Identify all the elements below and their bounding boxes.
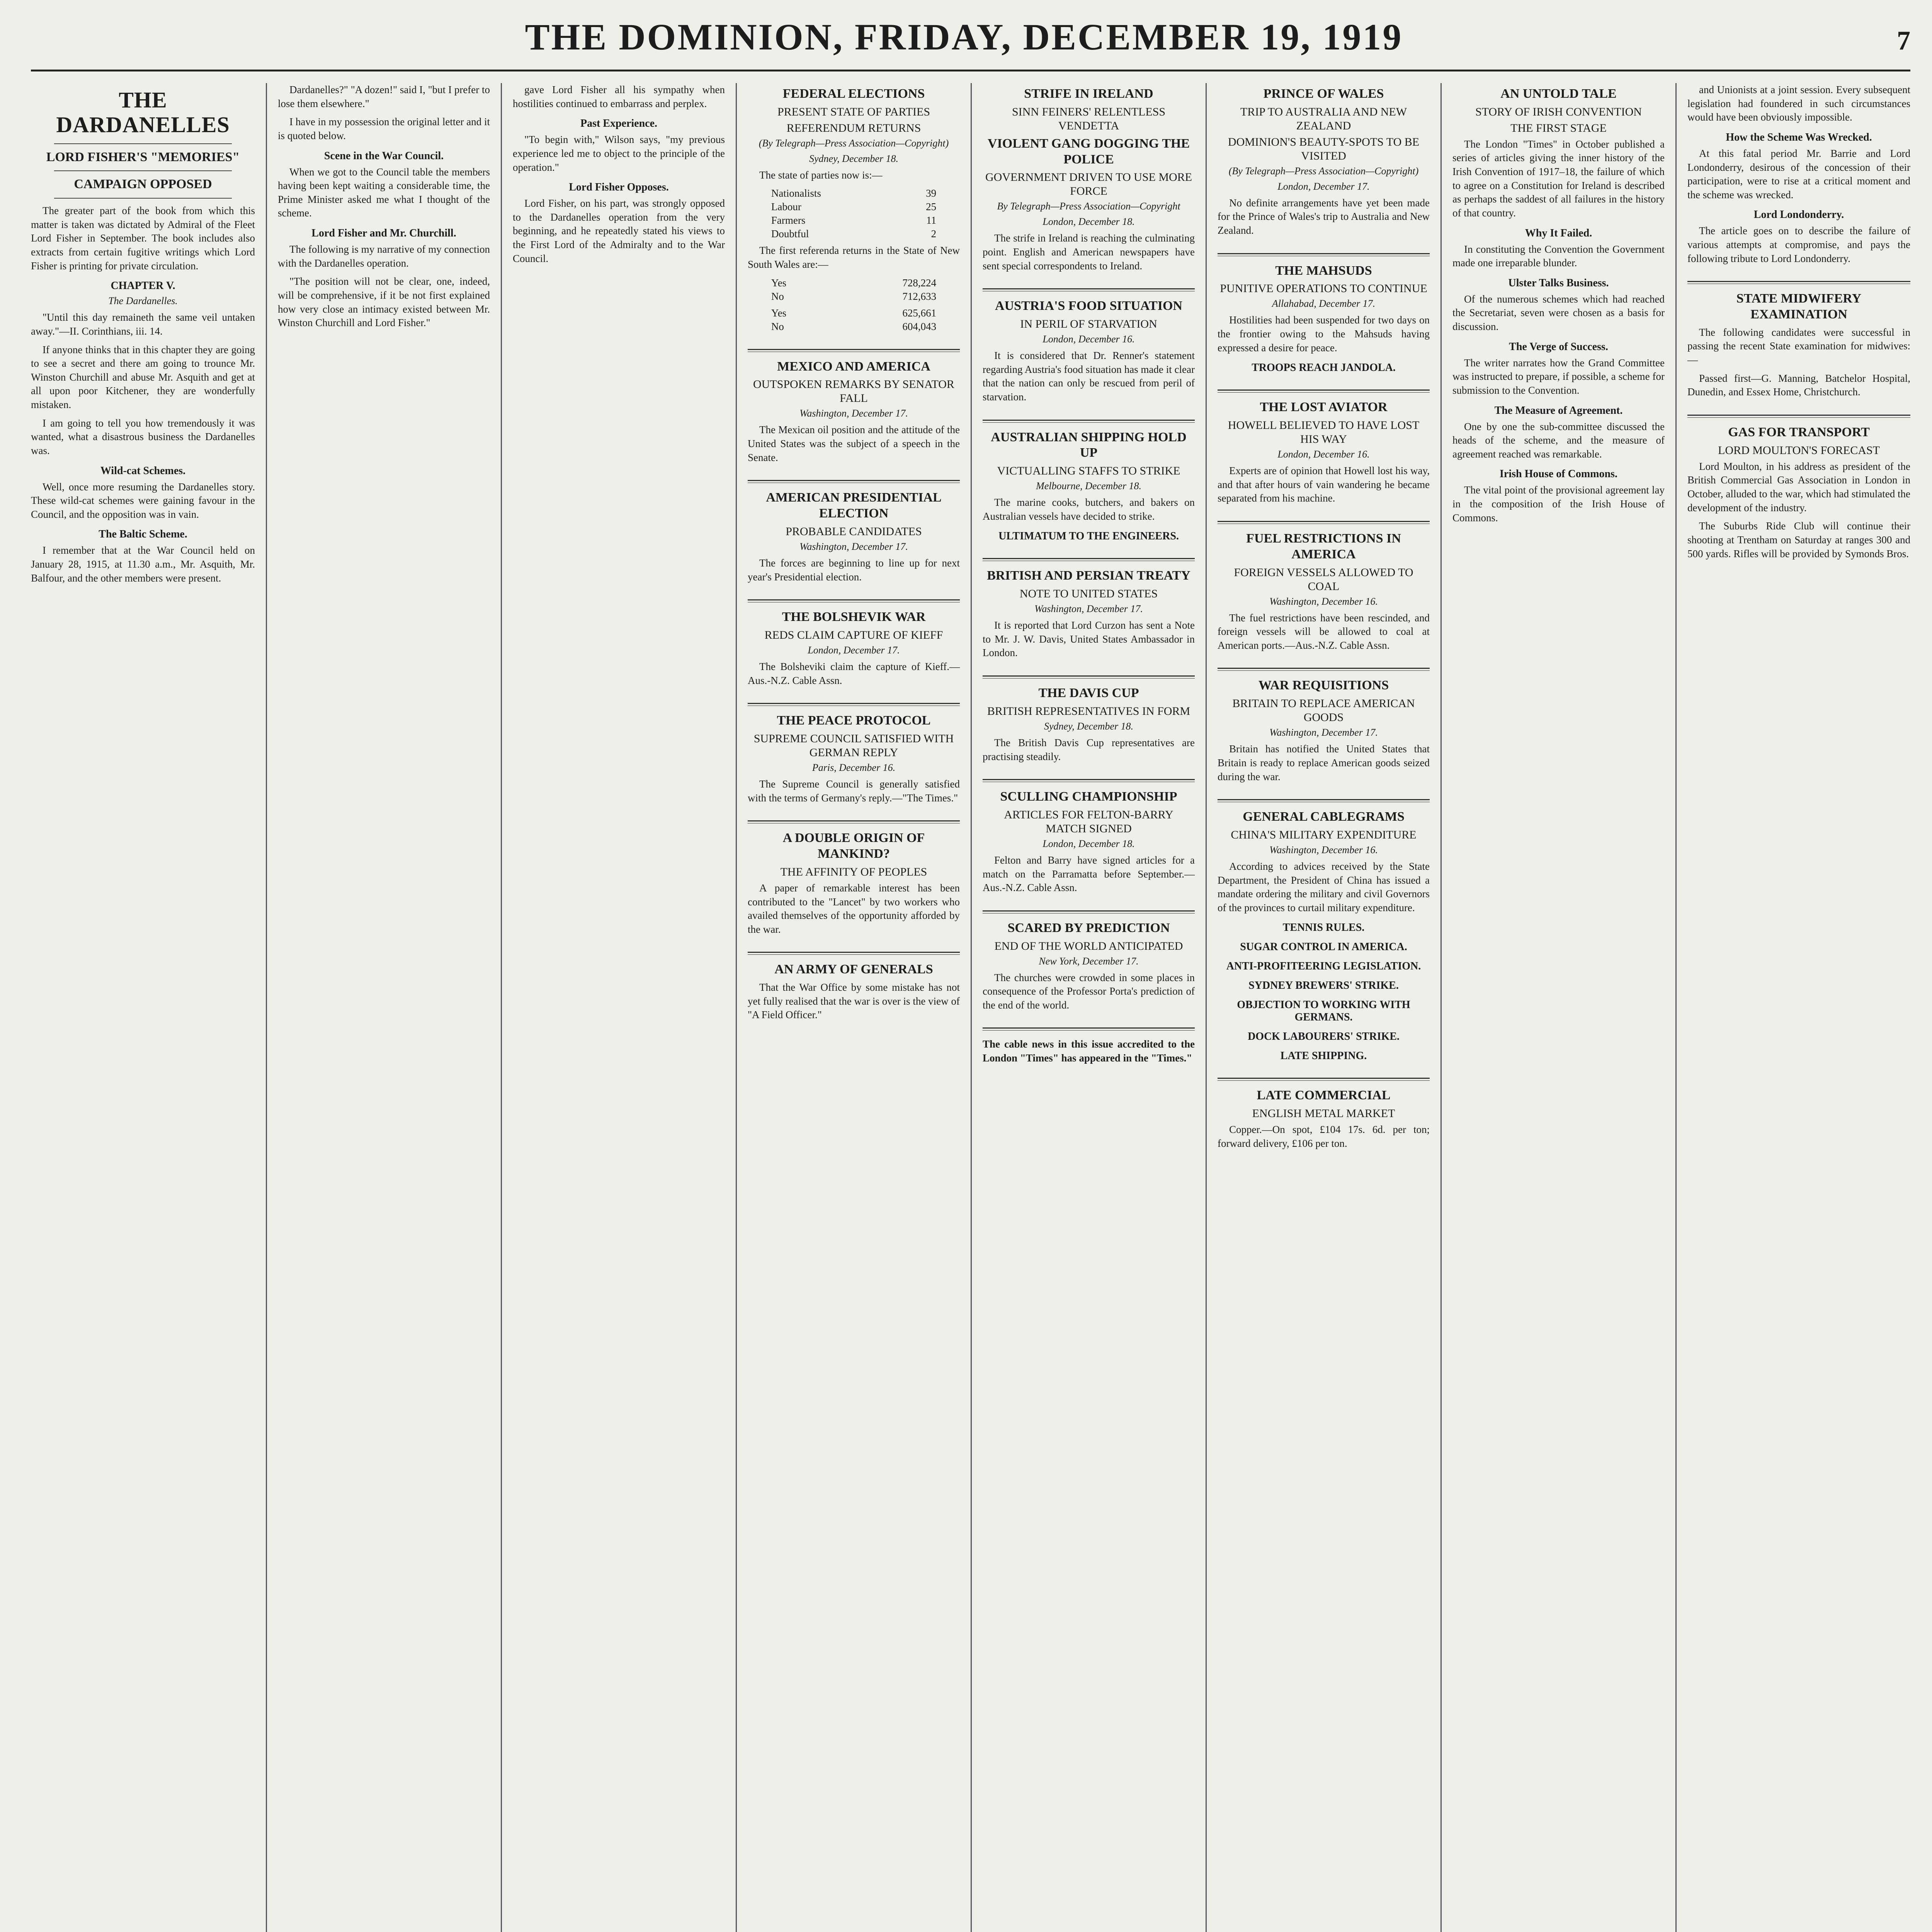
article-persian-treaty (983, 568, 1195, 660)
paragraph: Felton and Barry have signed articles for a match on the Parramatta before September.—Aus.-N.Z. Cable Assn. (983, 854, 1195, 894)
section-heading: The Baltic Scheme. (99, 528, 187, 541)
paragraph: It is considered that Dr. Renner's statement regarding Austria's food situation has made it clear that the nation can only be rescued from peril of starvation. (983, 350, 1195, 403)
dateline: London, December 17. (1277, 180, 1370, 192)
paragraph: Passed first—G. Manning, Batchelor Hospital, Dunedin, and Essex Home, Christchurch. (1687, 372, 1910, 398)
headline: THE DARDANELLES (56, 87, 230, 137)
headline: THE PEACE PROTOCOL (777, 713, 931, 728)
article-dardanelles-continued (278, 83, 490, 330)
headline: FEDERAL ELECTIONS (782, 87, 925, 101)
dateline: London, December 17. (808, 644, 900, 656)
section-heading: TROOPS REACH JANDOLA. (1252, 362, 1396, 374)
paragraph: According to advices received by the State Department, the President of China has issued a mandate ordering the military and civil Governors of the provinces to curtail military expenditure. (1218, 860, 1430, 913)
dateline: Washington, December 16. (1269, 844, 1378, 855)
article-gas-transport (1687, 425, 1910, 561)
paragraph: and Unionists at a joint session. Every subsequent legislation had foundered in such circumstances would have been obviously impossible. (1687, 84, 1910, 123)
subheadline: PRESENT STATE OF PARTIES (777, 105, 930, 118)
dateline: London, December 18. (1043, 838, 1135, 849)
subheadline: THE AFFINITY OF PEOPLES (780, 865, 927, 878)
paragraph: The Bolsheviki claim the capture of Kieff.—Aus.-N.Z. Cable Assn. (748, 660, 960, 686)
subheadline: VICTUALLING STAFFS TO STRIKE (997, 464, 1180, 478)
paragraph: The vital point of the provisional agreement lay in the composition of the Irish House of Commons. (1452, 484, 1665, 524)
credit: By Telegraph—Press Association—Copyright (997, 201, 1180, 212)
dateline: Melbourne, December 18. (1036, 480, 1141, 492)
paragraph: A paper of remarkable interest has been contributed to the "Lancet" by two workers who availed themselves of the opportunity afforded by the war. (748, 882, 960, 935)
article-general-cablegrams (1218, 809, 1430, 1062)
paragraph: The churches were crowded in some places in consequence of the Professor Porta's prediction of the end of the world. (983, 971, 1195, 1011)
article-dardanelles (31, 88, 255, 585)
column-1 (31, 83, 266, 1932)
page-number: 7 (1896, 26, 1910, 56)
article-army-generals (748, 962, 960, 1022)
paragraph: The following is my narrative of my connection with the Dardanelles operation. (278, 243, 490, 269)
table-row: Yes 728,224 (771, 277, 937, 289)
paragraph: Lord Moulton, in his address as president of the British Commercial Gas Association in London in October, alluded to the war, which had stimulated the development of the industry. (1687, 460, 1910, 514)
article-lost-aviator (1218, 400, 1430, 505)
paragraph: Dardanelles?" "A dozen!" said I, "but I prefer to lose them elsewhere." (278, 84, 490, 109)
article-sculling (983, 789, 1195, 895)
dateline: Washington, December 16. (1269, 595, 1378, 607)
paragraph: Copper.—On spot, £104 17s. 6d. per ton; forward delivery, £106 per ton. (1218, 1124, 1430, 1149)
article-scared-prediction (983, 920, 1195, 1012)
headline: AUSTRIA'S FOOD SITUATION (995, 299, 1182, 313)
paragraph: Lord Fisher, on his part, was strongly opposed to the Dardanelles operation from the very beginning, and he repeatedly stated his views to the First Lord of the Admiralty and to the War Council. (513, 197, 725, 264)
section-heading: Scene in the War Council. (324, 150, 444, 162)
table-row: Labour 25 (771, 201, 937, 213)
headline: PRINCE OF WALES (1263, 87, 1384, 101)
paragraph: The first referenda returns in the State of New South Wales are:— (748, 245, 960, 270)
subheadline: OUTSPOKEN REMARKS BY SENATOR FALL (753, 378, 954, 405)
article-austria-food (983, 298, 1195, 404)
table-row: No 712,633 (771, 290, 937, 302)
table-row: Farmers 11 (771, 214, 937, 226)
section-heading: Ulster Talks Business. (1508, 277, 1609, 289)
dateline: Paris, December 16. (812, 762, 896, 774)
section-heading: The Measure of Agreement. (1494, 404, 1623, 417)
masthead-title: THE DOMINION, FRIDAY, DECEMBER 19, 1919 (525, 16, 1403, 58)
headline: MEXICO AND AMERICA (777, 359, 930, 374)
article-untold-tale (1452, 86, 1665, 525)
paragraph: One by one the sub-committee discussed the heads of the scheme, and the measure of agreement reached was remarkable. (1452, 420, 1665, 460)
column-7 (1440, 83, 1675, 1932)
section-heading: ULTIMATUM TO THE ENGINEERS. (998, 530, 1179, 543)
headline: THE DAVIS CUP (1038, 686, 1139, 701)
paragraph: gave Lord Fisher all his sympathy when hostilities continued to embarrass and perplex. (513, 84, 725, 109)
section-heading: Irish House of Commons. (1500, 468, 1617, 480)
dateline: Washington, December 17. (799, 408, 908, 419)
article-davis-cup (983, 685, 1195, 764)
subheadline: GOVERNMENT DRIVEN TO USE MORE FORCE (985, 171, 1192, 198)
column-4 (736, 83, 971, 1932)
headline: AUSTRALIAN SHIPPING HOLD UP (991, 430, 1187, 460)
paragraph: "To begin with," Wilson says, "my previous experience led me to object to the principle of the operation." (513, 134, 725, 173)
subheadline: CHINA'S MILITARY EXPENDITURE (1231, 828, 1417, 841)
dateline: Sydney, December 18. (1044, 720, 1134, 732)
paragraph: Experts are of opinion that Howell lost his way, and that after hours of vain wandering he became separated from his machine. (1218, 465, 1430, 504)
article-presidential (748, 490, 960, 584)
dateline: Washington, December 17. (1034, 603, 1143, 615)
subheadline: BRITISH REPRESENTATIVES IN FORM (987, 704, 1190, 718)
section-heading: Past Experience. (580, 117, 658, 130)
paragraph: Of the numerous schemes which had reached the Secretariat, seven were chosen as a basis for discussion. (1452, 293, 1665, 333)
article-shipping (983, 430, 1195, 543)
table-row: Nationalists 39 (771, 187, 937, 199)
paragraph: The Suburbs Ride Club will continue their shooting at Trentham on Saturday at ranges 300 and 500 yards. Rifles will be provided by Symonds Bros. (1687, 520, 1910, 560)
paragraph: I remember that at the War Council held on January 28, 1915, at 11.30 a.m., Mr. Asquith, Mr. Balfour, and the other members were present. (31, 544, 255, 584)
column-8 (1675, 83, 1910, 1932)
paragraph: The Mexican oil position and the attitude of the United States was the subject of a speech in the Senate. (748, 424, 960, 463)
paragraph: Britain has notified the United States that Britain is ready to replace American goods seized during the war. (1218, 743, 1430, 782)
paragraph: No definite arrangements have yet been made for the Prince of Wales's trip to Australia and New Zealand. (1218, 197, 1430, 236)
section-heading: TENNIS RULES. (1282, 922, 1365, 934)
paragraph: It is reported that Lord Curzon has sent a Note to Mr. J. W. Davis, United States Ambassador in London. (983, 619, 1195, 659)
paragraph: The Supreme Council is generally satisfied with the terms of Germany's reply.—"The Times." (748, 778, 960, 804)
subheadline: SUPREME COUNCIL SATISFIED WITH GERMAN REPLY (753, 732, 954, 759)
headline: SCARED BY PREDICTION (1007, 920, 1170, 935)
paragraph: The London "Times" in October published a series of articles giving the inner history of the Irish Convention of 1917–18, the failure of which to agree on a Constitution for Ireland is described as perhaps the saddest of all failures in the history of that country. (1452, 138, 1665, 219)
subheadline: THE FIRST STAGE (1510, 121, 1607, 134)
dateline: London, December 18. (1043, 216, 1135, 228)
subheadline: NOTE TO UNITED STATES (1019, 587, 1158, 600)
article-midwifery (1687, 291, 1910, 399)
headline: THE LOST AVIATOR (1260, 400, 1388, 415)
headline: WAR REQUISITIONS (1258, 678, 1389, 693)
article-peace-protocol (748, 713, 960, 805)
section-heading: Lord Fisher and Mr. Churchill. (311, 227, 456, 239)
chapter-heading: CHAPTER V. (111, 280, 175, 292)
article-federal-elections (748, 86, 960, 333)
subheadline: ARTICLES FOR FELTON-BARRY MATCH SIGNED (1004, 808, 1173, 835)
column-5 (971, 83, 1206, 1932)
section-heading: How the Scheme Was Wrecked. (1726, 131, 1872, 143)
section-heading: ANTI-PROFITEERING LEGISLATION. (1226, 960, 1421, 973)
headline: GAS FOR TRANSPORT (1728, 425, 1870, 439)
article-fuel (1218, 531, 1430, 652)
headline: STRIFE IN IRELAND (1024, 87, 1153, 101)
subheadline: TRIP TO AUSTRALIA AND NEW ZEALAND (1240, 105, 1407, 132)
paragraph: "The position will not be clear, one, indeed, will be comprehensive, if it be not first explained how very close an intimacy existed between Mr. Winston Churchill and Lord Fisher." (278, 276, 490, 329)
columns (31, 83, 1910, 1932)
section-heading: Wild-cat Schemes. (100, 464, 186, 477)
article-untold-tale-continued (1687, 83, 1910, 265)
section-heading: DOCK LABOURERS' STRIKE. (1248, 1031, 1400, 1043)
section-heading: OBJECTION TO WORKING WITH GERMANS. (1237, 999, 1410, 1024)
subheadline: STORY OF IRISH CONVENTION (1475, 105, 1642, 118)
table-row: Yes 625,661 (771, 307, 937, 319)
headline: AN UNTOLD TALE (1500, 87, 1617, 101)
subheadline: END OF THE WORLD ANTICIPATED (994, 939, 1183, 952)
parties-table (769, 187, 939, 241)
paragraph: The fuel restrictions have been rescinded, and foreign vessels will be allowed to coal at American ports.—Aus.-N.Z. Cable Assn. (1218, 612, 1430, 651)
paragraph: "Until this day remaineth the same veil untaken away."—II. Corinthians, iii. 14. (31, 311, 255, 337)
dateline: Allahabad, December 17. (1272, 298, 1376, 310)
article-bolshevik (748, 609, 960, 687)
paragraph: The forces are beginning to line up for next year's Presidential election. (748, 557, 960, 583)
subheadline: SINN FEINERS' RELENTLESS VENDETTA (1012, 105, 1166, 132)
section-heading: LATE SHIPPING. (1280, 1050, 1367, 1062)
article-prince-of-wales (1218, 86, 1430, 238)
paragraph: The British Davis Cup representatives are practising steadily. (983, 736, 1195, 762)
subheadline-2: CAMPAIGN OPPOSED (74, 177, 212, 192)
subheadline: HOWELL BELIEVED TO HAVE LOST HIS WAY (1228, 419, 1420, 446)
credit: (By Telegraph—Press Association—Copyright) (759, 137, 949, 149)
section-heading: SUGAR CONTROL IN AMERICA. (1240, 941, 1407, 953)
subheadline: ENGLISH METAL MARKET (1252, 1107, 1395, 1120)
subheadline: LORD FISHER'S "MEMORIES" (46, 150, 240, 164)
subheadline: PUNITIVE OPERATIONS TO CONTINUE (1220, 282, 1427, 295)
subheadline: VIOLENT GANG DOGGING THE POLICE (987, 136, 1190, 167)
table-row: No 604,043 (771, 320, 937, 332)
article-dardanelles-continued-2 (513, 83, 725, 265)
headline: THE MAHSUDS (1275, 263, 1372, 278)
credit: (By Telegraph—Press Association—Copyright) (1228, 165, 1419, 177)
paragraph: Hostilities had been suspended for two days on the frontier owing to the Mahsuds having expressed a desire for peace. (1218, 314, 1430, 354)
dateline: Washington, December 17. (1269, 727, 1378, 738)
article-strife-ireland (983, 86, 1195, 273)
paragraph: That the War Office by some mistake has not yet fully realised that the war is over is the view of "A Field Officer." (748, 981, 960, 1021)
dateline: London, December 16. (1043, 333, 1135, 345)
headline: AN ARMY OF GENERALS (774, 962, 933, 977)
subheadline: LORD MOULTON'S FORECAST (1718, 444, 1880, 457)
dateline: London, December 16. (1277, 449, 1370, 460)
subheadline: BRITAIN TO REPLACE AMERICAN GOODS (1232, 697, 1415, 724)
section-heading: Lord Londonderry. (1753, 209, 1844, 221)
headline: STATE MIDWIFERY EXAMINATION (1736, 291, 1862, 322)
dateline: New York, December 17. (1039, 955, 1139, 967)
subheadline: FOREIGN VESSELS ALLOWED TO COAL (1234, 566, 1413, 593)
subheadline: IN PERIL OF STARVATION (1020, 318, 1157, 331)
paragraph: The writer narrates how the Grand Committee was instructed to prepare, if possible, a scheme for submission to the Convention. (1452, 357, 1665, 396)
headline: FUEL RESTRICTIONS IN AMERICA (1246, 531, 1401, 561)
column-2 (266, 83, 501, 1932)
referendum-table-2 (769, 306, 939, 333)
section-heading: The Verge of Success. (1509, 340, 1608, 353)
subheadline: PROBABLE CANDIDATES (786, 525, 922, 538)
paragraph: The marine cooks, butchers, and bakers on Australian vessels have decided to strike. (983, 497, 1195, 522)
paragraph: The strife in Ireland is reaching the culminating point. English and American newspapers have sent special correspondents to Ireland. (983, 232, 1195, 272)
footnote: The cable news in this issue accredited to the London "Times" has appeared in the "Times." (983, 1038, 1195, 1064)
chapter-subtitle: The Dardanelles. (108, 295, 178, 307)
paragraph: I have in my possession the original letter and it is quoted below. (278, 116, 490, 141)
paragraph: In constituting the Convention the Government made one irreparable blunder. (1452, 243, 1665, 269)
paragraph: The greater part of the book from which this matter is taken was dictated by Admiral of the Fleet Lord Fisher in September. The book includes also extracts from certain fugitive writings which Lord Fisher is printing for private circulation. (31, 205, 255, 272)
referendum-table-1 (769, 276, 939, 303)
headline: A DOUBLE ORIGIN OF MANKIND? (782, 831, 925, 861)
paragraph: The article goes on to describe the failure of various attempts at compromise, and pays the following tribute to Lord Londonderry. (1687, 225, 1910, 264)
masthead (31, 15, 1910, 71)
headline: BRITISH AND PERSIAN TREATY (987, 568, 1190, 583)
paragraph: Well, once more resuming the Dardanelles story. These wild-cat schemes were gaining favour in the Council, and the opposition was in vain. (31, 481, 255, 520)
paragraph: When we got to the Council table the members having been kept waiting a considerable time, the Prime Minister asked me what I thought of the scheme. (278, 166, 490, 219)
subheadline: DOMINION'S BEAUTY-SPOTS TO BE VISITED (1228, 135, 1420, 162)
headline: LATE COMMERCIAL (1257, 1088, 1391, 1103)
article-war-requisitions (1218, 678, 1430, 784)
paragraph: The state of parties now is:— (759, 169, 883, 181)
headline: THE BOLSHEVIK WAR (782, 610, 926, 624)
headline: AMERICAN PRESIDENTIAL ELECTION (766, 490, 942, 521)
headline: SCULLING CHAMPIONSHIP (1000, 789, 1177, 804)
dateline: Washington, December 17. (799, 541, 908, 552)
paragraph: If anyone thinks that in this chapter they are going to see a secret and there am going to trounce Mr. Winston Churchill and abuse Mr. Asquith and get at all upon poor Kitchener, they are wonderfully mistaken. (31, 344, 255, 411)
column-6 (1206, 83, 1440, 1932)
subheadline: REFERENDUM RETURNS (786, 121, 921, 134)
article-mahsuds (1218, 263, 1430, 374)
paragraph: The following candidates were successful in passing the recent State examination for midwives:— (1687, 326, 1910, 366)
headline: GENERAL CABLEGRAMS (1243, 810, 1405, 824)
paragraph: I am going to tell you how tremendously it was wanted, what a disastrous business the Dardanelles was. (31, 417, 255, 456)
paragraph: At this fatal period Mr. Barrie and Lord Londonderry, desirous of the concession of their participation, were to rise at a critical moment and the scheme was wrecked. (1687, 147, 1910, 201)
section-heading: SYDNEY BREWERS' STRIKE. (1248, 980, 1399, 992)
table-row: Doubtful 2 (771, 228, 937, 240)
section-heading: Lord Fisher Opposes. (569, 181, 669, 194)
subheadline: REDS CLAIM CAPTURE OF KIEFF (764, 628, 943, 641)
column-3 (501, 83, 736, 1932)
section-heading: Why It Failed. (1525, 227, 1592, 239)
dateline: Sydney, December 18. (809, 153, 899, 164)
article-late-commercial (1218, 1088, 1430, 1150)
article-mexico (748, 359, 960, 465)
article-double-origin (748, 830, 960, 936)
